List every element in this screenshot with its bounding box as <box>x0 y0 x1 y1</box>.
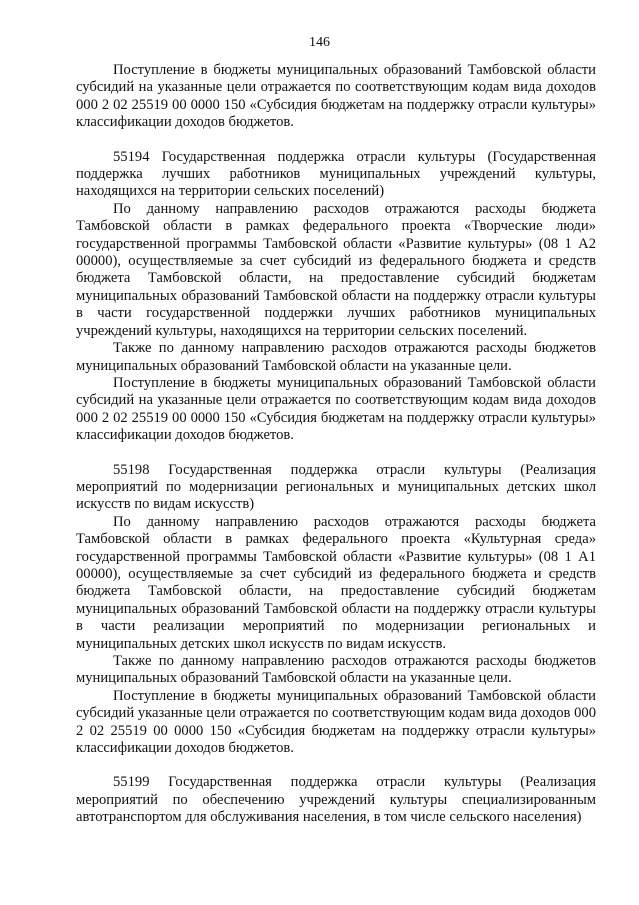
paragraph: Поступление в бюджеты муниципальных образований Тамбовской области субсидий указанные цели отражается по соответствующим кодам вида доходов 000 2 02 25519 00 0000 150 «Субсидия бюджетам на поддержку отрасли культуры» классификации доходов бюджетов. <box>76 687 596 757</box>
section-heading: 55194 Государственная поддержка отрасли культуры (Государственная поддержка лучших работников муниципальных учреждений культуры, находящихся на территории сельских поселений) <box>76 148 596 200</box>
paragraph: Поступление в бюджеты муниципальных образований Тамбовской области субсидий на указанные цели отражается по соответствующим кодам вида доходов 000 2 02 25519 00 0000 150 «Субсидия бюджетам на поддержку отрасли культуры» классификации доходов бюджетов. <box>76 374 596 444</box>
section-heading: 55198 Государственная поддержка отрасли культуры (Реализация мероприятий по модернизации региональных и муниципальных детских школ искусств по видам искусств) <box>76 461 596 513</box>
paragraph: Также по данному направлению расходов отражаются расходы бюджетов муниципальных образований Тамбовской области на указанные цели. <box>76 340 596 374</box>
document-body <box>76 62 596 827</box>
section-55198 <box>76 462 596 758</box>
page-number: 146 <box>309 35 330 50</box>
paragraph: Поступление в бюджеты муниципальных образований Тамбовской области субсидий на указанные цели отражается по соответствующим кодам вида доходов 000 2 02 25519 00 0000 150 «Субсидия бюджетам на поддержку отрасли культуры» классификации доходов бюджетов. <box>76 62 596 131</box>
paragraph: По данному направлению расходов отражаются расходы бюджета Тамбовской области в рамках федерального проекта «Культурная среда» государственной программы Тамбовской области «Развитие культуры» (08 1 A1 00000), осуществляемые за счет субсидий из федерального бюджета и средств бюджета Тамбовской области, на предоставление субсидий бюджетам муниципальных образований Тамбовской области на поддержку отрасли культуры в части реализации мероприятий по модернизации региональных и муниципальных детских школ искусств по видам искусств. <box>76 513 596 652</box>
section-55194 <box>76 149 596 445</box>
section-55199 <box>76 774 596 826</box>
paragraph: Также по данному направлению расходов отражаются расходы бюджетов муниципальных образований Тамбовской области на указанные цели. <box>76 653 596 687</box>
paragraph: По данному направлению расходов отражаются расходы бюджета Тамбовской области в рамках федерального проекта «Творческие люди» государственной программы Тамбовской области «Развитие культуры» (08 1 A2 00000), осуществляемые за счет субсидий из федерального бюджета и средств бюджета Тамбовской области, на предоставление субсидий бюджетам муниципальных образований Тамбовской области на поддержку отрасли культуры в части государственной поддержки лучших работников муниципальных учреждений культуры, находящихся на территории сельских поселений. <box>76 200 596 339</box>
section-55519-income <box>76 62 596 132</box>
section-heading: 55199 Государственная поддержка отрасли культуры (Реализация мероприятий по обеспечению учреждений культуры специализированным автотранспортом для обслуживания населения, в том числе сельского населения) <box>76 774 596 826</box>
